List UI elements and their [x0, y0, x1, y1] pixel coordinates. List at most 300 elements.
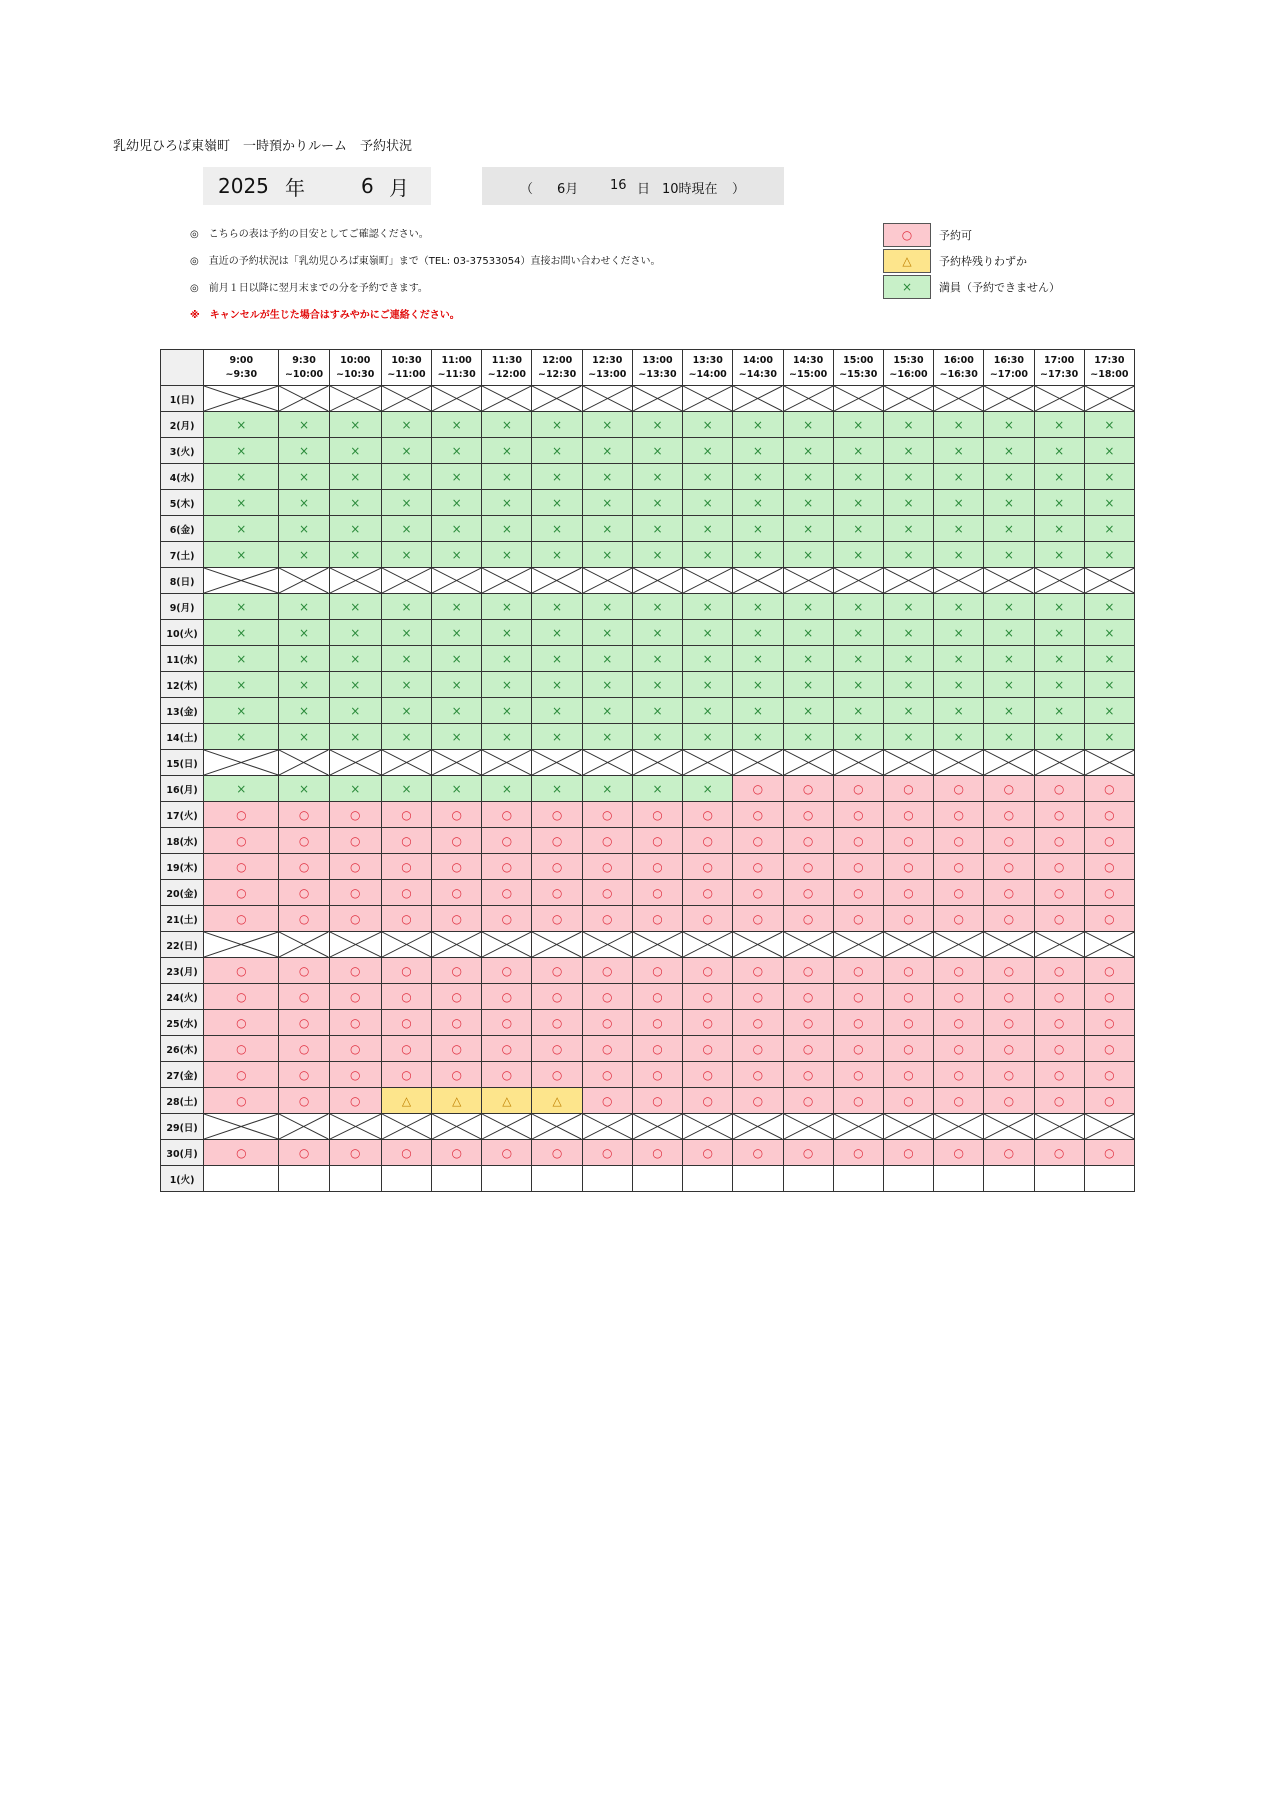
available-cell: ○: [984, 1140, 1034, 1166]
few-left-cell: △: [532, 1088, 582, 1114]
available-cell: ○: [482, 802, 532, 828]
closed-cell: [1084, 932, 1134, 958]
closed-cross-icon: [984, 932, 1033, 957]
closed-cross-icon: [330, 932, 381, 957]
full-cell: ×: [783, 620, 833, 646]
closed-cross-icon: [733, 932, 782, 957]
legend: [883, 222, 1060, 300]
available-cell: ○: [204, 854, 279, 880]
available-cell: ○: [833, 880, 883, 906]
available-cell: ○: [432, 984, 482, 1010]
full-cell: ×: [733, 594, 783, 620]
available-cell: ○: [532, 984, 582, 1010]
time-slot-end: ~16:00: [889, 368, 928, 380]
available-cell: ○: [204, 1062, 279, 1088]
empty-cell: [683, 1166, 733, 1192]
available-cell: ○: [783, 984, 833, 1010]
closed-cross-icon: [1085, 1114, 1134, 1139]
table-row: [161, 386, 1135, 412]
available-cell: ○: [683, 828, 733, 854]
day-label: 19(木): [161, 854, 204, 880]
full-cell: ×: [381, 438, 431, 464]
day-label: 22(日): [161, 932, 204, 958]
full-cell: ×: [783, 698, 833, 724]
available-cell: ○: [329, 1062, 381, 1088]
available-cell: ○: [482, 984, 532, 1010]
available-cell: ○: [934, 828, 984, 854]
available-cell: ○: [934, 802, 984, 828]
empty-cell: [482, 1166, 532, 1192]
full-cell: ×: [204, 542, 279, 568]
full-cell: ×: [432, 542, 482, 568]
notes: [190, 226, 661, 334]
full-cell: ×: [482, 698, 532, 724]
closed-cell: [381, 932, 431, 958]
closed-cell: [783, 750, 833, 776]
closed-cross-icon: [984, 568, 1033, 593]
available-cell: ○: [432, 1062, 482, 1088]
available-cell: ○: [582, 1088, 632, 1114]
closed-cell: [883, 1114, 933, 1140]
closed-cross-icon: [633, 932, 682, 957]
available-cell: ○: [432, 906, 482, 932]
available-cell: ○: [833, 1036, 883, 1062]
available-cell: ○: [632, 1088, 682, 1114]
available-cell: ○: [632, 1140, 682, 1166]
available-cell: ○: [683, 854, 733, 880]
available-cell: ○: [683, 1062, 733, 1088]
closed-cross-icon: [532, 1114, 581, 1139]
full-cell: ×: [1034, 724, 1084, 750]
full-cell: ×: [733, 672, 783, 698]
full-cell: ×: [934, 724, 984, 750]
full-cell: ×: [984, 672, 1034, 698]
time-slot-header: [532, 350, 582, 386]
available-cell: ○: [984, 958, 1034, 984]
full-cell: ×: [482, 412, 532, 438]
empty-cell: [532, 1166, 582, 1192]
available-cell: ○: [683, 958, 733, 984]
closed-cell: [532, 386, 582, 412]
closed-cross-icon: [330, 750, 381, 775]
closed-cell: [1034, 750, 1084, 776]
available-cell: ○: [632, 880, 682, 906]
full-cell: ×: [432, 776, 482, 802]
full-cell: ×: [632, 776, 682, 802]
as-of-day: 16: [610, 178, 627, 193]
full-cell: ×: [582, 542, 632, 568]
full-cell: ×: [984, 594, 1034, 620]
full-cell: ×: [883, 620, 933, 646]
time-slot-header: [1034, 350, 1084, 386]
full-cell: ×: [934, 698, 984, 724]
time-slot-end: ~17:30: [1040, 368, 1079, 380]
available-cell: ○: [783, 906, 833, 932]
full-cell: ×: [934, 672, 984, 698]
available-cell: ○: [883, 880, 933, 906]
available-cell: ○: [329, 802, 381, 828]
full-cell: ×: [683, 542, 733, 568]
full-cell: ×: [934, 464, 984, 490]
closed-cross-icon: [583, 750, 632, 775]
table-row: [161, 958, 1135, 984]
full-cell: ×: [432, 698, 482, 724]
available-cell: ○: [934, 880, 984, 906]
available-cell: ○: [683, 906, 733, 932]
time-slot-end: ~12:30: [537, 368, 577, 380]
full-cell: ×: [204, 438, 279, 464]
available-cell: ○: [883, 1088, 933, 1114]
full-cell: ×: [1084, 620, 1134, 646]
time-slot-header: [1084, 350, 1134, 386]
available-cell: ○: [783, 1036, 833, 1062]
full-cell: ×: [582, 490, 632, 516]
closed-cross-icon: [1085, 750, 1134, 775]
closed-cell: [1034, 932, 1084, 958]
available-cell: ○: [532, 854, 582, 880]
time-slot-end: ~13:30: [638, 368, 677, 380]
available-cell: ○: [381, 880, 431, 906]
available-cell: ○: [883, 984, 933, 1010]
full-cell: ×: [833, 594, 883, 620]
closed-cell: [934, 386, 984, 412]
table-row: [161, 542, 1135, 568]
closed-cross-icon: [683, 386, 732, 411]
full-cell: ×: [279, 594, 329, 620]
available-cell: ○: [833, 854, 883, 880]
time-slot-end: ~11:00: [387, 368, 426, 380]
available-cell: ○: [1084, 1010, 1134, 1036]
day-label: 27(金): [161, 1062, 204, 1088]
closed-cross-icon: [382, 568, 431, 593]
full-cell: ×: [432, 438, 482, 464]
closed-cell: [532, 932, 582, 958]
closed-cell: [381, 750, 431, 776]
available-cell: ○: [279, 1088, 329, 1114]
year-unit: 年: [285, 175, 305, 200]
closed-cross-icon: [482, 932, 531, 957]
available-cell: ○: [1084, 906, 1134, 932]
time-slot-header: [733, 350, 783, 386]
available-cell: ○: [984, 802, 1034, 828]
legend-swatch: ×: [883, 275, 931, 299]
full-cell: ×: [984, 490, 1034, 516]
closed-cross-icon: [482, 1114, 531, 1139]
closed-cell: [733, 1114, 783, 1140]
full-cell: ×: [1034, 464, 1084, 490]
closed-cell: [783, 386, 833, 412]
table-row: [161, 1114, 1135, 1140]
closed-cell: [1034, 386, 1084, 412]
available-cell: ○: [204, 1010, 279, 1036]
available-cell: ○: [733, 1010, 783, 1036]
available-cell: ○: [279, 828, 329, 854]
closed-cross-icon: [1035, 386, 1084, 411]
table-row: [161, 516, 1135, 542]
full-cell: ×: [883, 594, 933, 620]
table-row: [161, 490, 1135, 516]
available-cell: ○: [532, 906, 582, 932]
full-cell: ×: [984, 412, 1034, 438]
full-cell: ×: [329, 594, 381, 620]
available-cell: ○: [432, 1010, 482, 1036]
available-cell: ○: [582, 1036, 632, 1062]
available-cell: ○: [1084, 776, 1134, 802]
full-cell: ×: [1034, 594, 1084, 620]
full-cell: ×: [279, 672, 329, 698]
available-cell: ○: [683, 802, 733, 828]
time-slot-start: 12:00: [541, 354, 573, 366]
closed-cross-icon: [532, 932, 581, 957]
available-cell: ○: [833, 906, 883, 932]
closed-cross-icon: [683, 932, 732, 957]
day-label: 30(月): [161, 1140, 204, 1166]
available-cell: ○: [381, 984, 431, 1010]
full-cell: ×: [883, 412, 933, 438]
full-cell: ×: [329, 542, 381, 568]
closed-cross-icon: [532, 568, 581, 593]
available-cell: ○: [432, 802, 482, 828]
closed-cell: [329, 750, 381, 776]
full-cell: ×: [733, 438, 783, 464]
day-label: 8(日): [161, 568, 204, 594]
closed-cell: [833, 386, 883, 412]
empty-cell: [1084, 1166, 1134, 1192]
full-cell: ×: [329, 516, 381, 542]
time-slot-header: [204, 350, 279, 386]
available-cell: ○: [883, 958, 933, 984]
full-cell: ×: [1034, 646, 1084, 672]
full-cell: ×: [582, 516, 632, 542]
full-cell: ×: [783, 646, 833, 672]
full-cell: ×: [1084, 698, 1134, 724]
closed-cell: [683, 1114, 733, 1140]
available-cell: ○: [1034, 854, 1084, 880]
day-label: 6(金): [161, 516, 204, 542]
full-cell: ×: [883, 464, 933, 490]
available-cell: ○: [482, 1036, 532, 1062]
available-cell: ○: [582, 1140, 632, 1166]
available-cell: ○: [432, 854, 482, 880]
available-cell: ○: [783, 854, 833, 880]
empty-cell: [582, 1166, 632, 1192]
full-cell: ×: [1034, 672, 1084, 698]
available-cell: ○: [783, 802, 833, 828]
available-cell: ○: [1084, 958, 1134, 984]
closed-cross-icon: [784, 386, 833, 411]
table-row: [161, 464, 1135, 490]
closed-cell: [1084, 568, 1134, 594]
closed-cell: [883, 568, 933, 594]
closed-cross-icon: [204, 750, 278, 775]
available-cell: ○: [1084, 1140, 1134, 1166]
available-cell: ○: [1084, 1036, 1134, 1062]
full-cell: ×: [381, 698, 431, 724]
full-cell: ×: [532, 412, 582, 438]
available-cell: ○: [683, 1088, 733, 1114]
closed-cross-icon: [279, 932, 328, 957]
day-label: 23(月): [161, 958, 204, 984]
closed-cross-icon: [733, 568, 782, 593]
few-left-cell: △: [482, 1088, 532, 1114]
full-cell: ×: [934, 620, 984, 646]
full-cell: ×: [733, 724, 783, 750]
time-slot-end: ~17:00: [989, 368, 1029, 380]
full-cell: ×: [432, 620, 482, 646]
available-cell: ○: [683, 1036, 733, 1062]
available-cell: ○: [984, 828, 1034, 854]
closed-cross-icon: [834, 750, 883, 775]
full-cell: ×: [934, 490, 984, 516]
full-cell: ×: [204, 620, 279, 646]
table-row: [161, 828, 1135, 854]
closed-cell: [632, 932, 682, 958]
full-cell: ×: [279, 620, 329, 646]
day-label: 3(火): [161, 438, 204, 464]
full-cell: ×: [632, 412, 682, 438]
closed-cross-icon: [834, 1114, 883, 1139]
full-cell: ×: [632, 724, 682, 750]
full-cell: ×: [432, 464, 482, 490]
closed-cell: [582, 932, 632, 958]
full-cell: ×: [632, 516, 682, 542]
full-cell: ×: [532, 776, 582, 802]
full-cell: ×: [432, 490, 482, 516]
table-row: [161, 724, 1135, 750]
closed-cell: [582, 1114, 632, 1140]
closed-cell: [934, 750, 984, 776]
available-cell: ○: [204, 1036, 279, 1062]
full-cell: ×: [783, 412, 833, 438]
full-cell: ×: [833, 646, 883, 672]
closed-cross-icon: [1085, 932, 1134, 957]
empty-cell: [632, 1166, 682, 1192]
available-cell: ○: [329, 1140, 381, 1166]
empty-cell: [1034, 1166, 1084, 1192]
closed-cross-icon: [733, 386, 782, 411]
closed-cross-icon: [1085, 386, 1134, 411]
closed-cross-icon: [583, 568, 632, 593]
closed-cross-icon: [884, 932, 933, 957]
full-cell: ×: [783, 672, 833, 698]
available-cell: ○: [1034, 906, 1084, 932]
table-row: [161, 594, 1135, 620]
time-slot-end: ~13:00: [588, 368, 627, 380]
time-slot-start: 16:00: [943, 354, 974, 366]
available-cell: ○: [783, 958, 833, 984]
closed-cross-icon: [1035, 568, 1084, 593]
available-cell: ○: [532, 880, 582, 906]
empty-cell: [934, 1166, 984, 1192]
full-cell: ×: [279, 516, 329, 542]
header-row: [161, 350, 1135, 386]
as-of-day-unit: 日: [637, 182, 651, 197]
closed-cross-icon: [784, 1114, 833, 1139]
closed-cross-icon: [733, 750, 782, 775]
closed-cell: [1084, 1114, 1134, 1140]
full-cell: ×: [783, 542, 833, 568]
full-cell: ×: [1034, 620, 1084, 646]
full-cell: ×: [883, 490, 933, 516]
closed-cell: [432, 386, 482, 412]
available-cell: ○: [934, 1140, 984, 1166]
few-left-cell: △: [432, 1088, 482, 1114]
closed-cell: [482, 750, 532, 776]
available-cell: ○: [1034, 1036, 1084, 1062]
time-slot-end: ~9:30: [225, 368, 258, 380]
available-cell: ○: [381, 958, 431, 984]
empty-cell: [381, 1166, 431, 1192]
full-cell: ×: [1084, 724, 1134, 750]
full-cell: ×: [683, 776, 733, 802]
full-cell: ×: [984, 698, 1034, 724]
available-cell: ○: [733, 880, 783, 906]
day-label: 28(土): [161, 1088, 204, 1114]
full-cell: ×: [783, 516, 833, 542]
as-of-month: 6月: [557, 182, 579, 197]
time-slot-start: 17:30: [1094, 354, 1125, 366]
full-cell: ×: [733, 464, 783, 490]
full-cell: ×: [532, 646, 582, 672]
full-cell: ×: [432, 672, 482, 698]
full-cell: ×: [204, 464, 279, 490]
time-slot-start: 9:30: [292, 354, 316, 366]
full-cell: ×: [934, 438, 984, 464]
full-cell: ×: [984, 438, 1034, 464]
available-cell: ○: [833, 802, 883, 828]
available-cell: ○: [1034, 958, 1084, 984]
full-cell: ×: [381, 672, 431, 698]
table-row: [161, 750, 1135, 776]
closed-cell: [582, 568, 632, 594]
closed-cell: [482, 386, 532, 412]
full-cell: ×: [432, 724, 482, 750]
closed-cell: [783, 568, 833, 594]
full-cell: ×: [381, 516, 431, 542]
available-cell: ○: [1034, 1140, 1084, 1166]
day-label: 29(日): [161, 1114, 204, 1140]
full-cell: ×: [1034, 542, 1084, 568]
full-cell: ×: [1084, 516, 1134, 542]
time-slot-end: ~15:30: [839, 368, 878, 380]
full-cell: ×: [279, 412, 329, 438]
full-cell: ×: [582, 776, 632, 802]
available-cell: ○: [934, 854, 984, 880]
full-cell: ×: [532, 490, 582, 516]
time-slot-header: [883, 350, 933, 386]
time-slot-start: 15:00: [843, 354, 874, 366]
full-cell: ×: [1034, 412, 1084, 438]
available-cell: ○: [783, 1088, 833, 1114]
closed-cell: [204, 750, 279, 776]
closed-cell: [204, 932, 279, 958]
table-row: [161, 932, 1135, 958]
available-cell: ○: [582, 802, 632, 828]
available-cell: ○: [1034, 984, 1084, 1010]
closed-cross-icon: [432, 568, 481, 593]
closed-cell: [532, 750, 582, 776]
available-cell: ○: [329, 1010, 381, 1036]
available-cell: ○: [582, 906, 632, 932]
table-row: [161, 802, 1135, 828]
full-cell: ×: [1034, 490, 1084, 516]
closed-cell: [1084, 386, 1134, 412]
available-cell: ○: [279, 984, 329, 1010]
full-cell: ×: [883, 542, 933, 568]
closed-cross-icon: [279, 750, 328, 775]
full-cell: ×: [632, 542, 682, 568]
available-cell: ○: [632, 854, 682, 880]
